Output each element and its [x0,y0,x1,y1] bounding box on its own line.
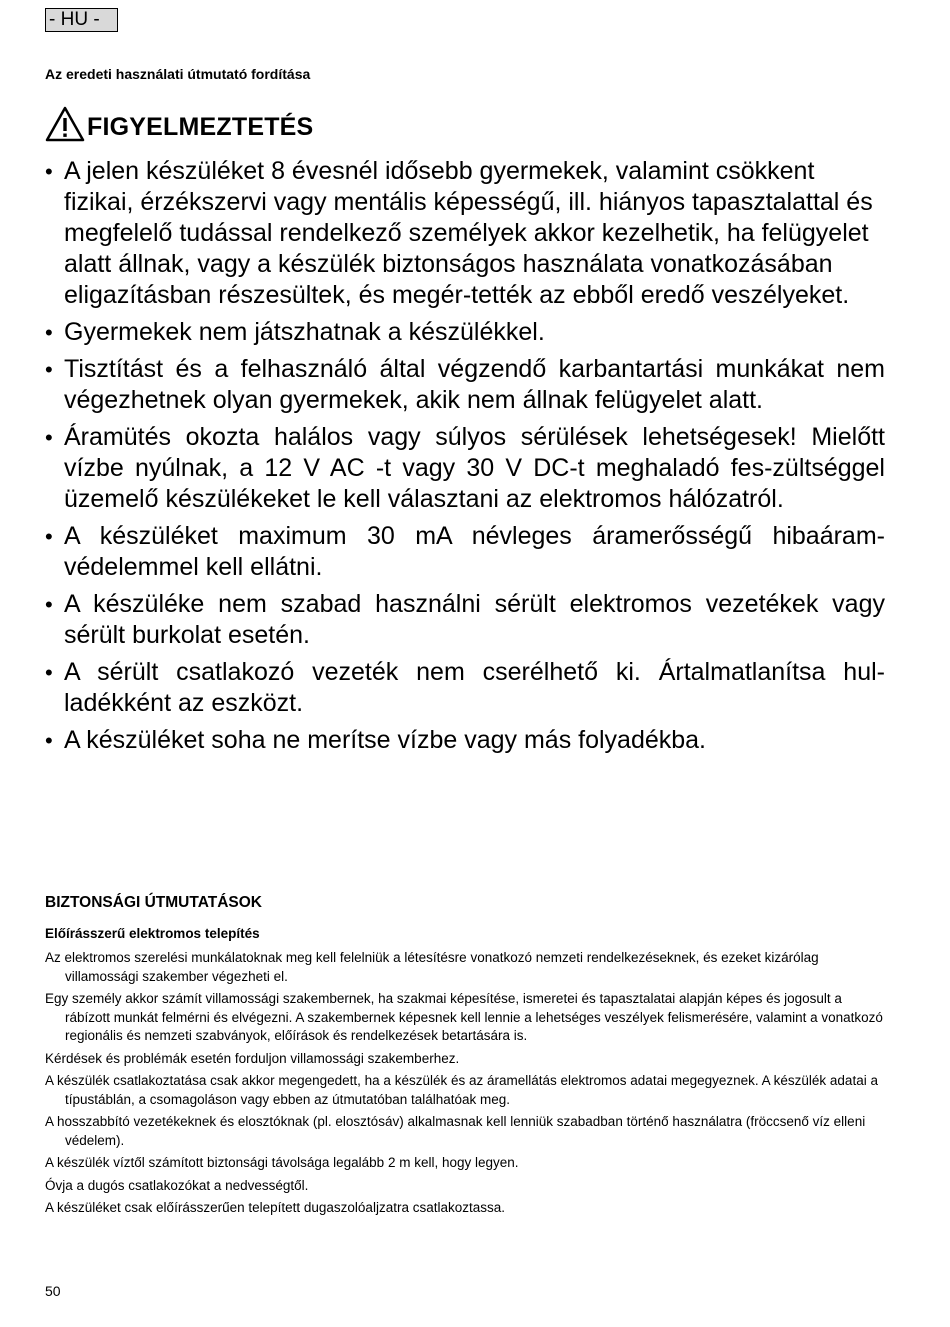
warning-item: • Áramütés okozta halálos vagy súlyos sérülések lehetségesek! Mielőtt vízbe nyúlnak, a 12 V AC -t vagy 30 V DC-t meghaladó fes-zültséggel üzemelő készülékeket le kell választani az elektromos hálózatról. [45,422,885,515]
warning-heading [45,106,313,142]
warning-item: • A jelen készüléket 8 évesnél idősebb gyermekek, valamint csökkent fizikai, érzékszervi vagy mentális képességű, ill. hiányos tapasztalattal és megfelelő tudással rendelkező személyek akkor kezelhetik, ha felügyelet alatt állnak, vagy a készülék biztonságos használata vonatkozásában eligazításban részesültek, és megér-tették az ebből eredő veszélyeket. [45,156,885,311]
warning-item: • A sérült csatlakozó vezeték nem cserélhető ki. Ártalmatlanítsa hul-ladékként az eszközt. [45,657,885,719]
warning-list [45,156,885,762]
safety-paragraphs [45,949,885,1222]
safety-heading: BIZTONSÁGI ÚTMUTATÁSOK [45,894,262,911]
safety-paragraph: A készülék csatlakoztatása csak akkor megengedett, ha a készülék és az áramellátás elektromos adatai megegyeznek. A készülék adatai a típustáblán, a csomagoláson vagy ebben az útmutatóban találhatóak meg. [45,1073,878,1107]
safety-paragraph: Az elektromos szerelési munkálatoknak meg kell felelniük a létesítésre vonatkozó nemzeti rendelkezéseknek, és ezeket kizárólag villamossági szakember végezheti el. [45,950,819,984]
safety-paragraph: A készüléket csak előírásszerűen telepített dugaszolóaljzatra csatlakoztassa. [45,1200,505,1215]
warning-item: • Tisztítást és a felhasználó által végzendő karbantartási munkákat nem végezhetnek olyan gyermekek, akik nem állnak felügyelet alatt. [45,354,885,416]
warning-item: • A készüléket soha ne merítse vízbe vagy más folyadékba. [45,725,885,756]
translation-note: Az eredeti használati útmutató fordítása [45,66,311,82]
safety-paragraph: A készülék víztől számított biztonsági távolsága legalább 2 m kell, hogy legyen. [45,1155,519,1170]
warning-item: • A készüléket maximum 30 mA névleges áramerősségű hibaáram-védelemmel kell ellátni. [45,521,885,583]
safety-paragraph: Kérdések és problémák esetén forduljon villamossági szakemberhez. [45,1050,460,1066]
page-number: 50 [45,1283,61,1299]
warning-title: FIGYELMEZTETÉS [87,113,314,141]
safety-paragraph: Egy személy akkor számít villamossági szakembernek, ha szakmai képesítése, ismeretei és tapasztalatai alapján képes és jogosult a rábízott munkát felmérni és elvégezni. A szakembernek képesnek kell lennie a lehetséges veszélyek felismerésére, valamint a vonatkozó regionális és nemzeti szabványok, előírások és rendelkezések betartására is. [45,991,883,1043]
safety-paragraph: Óvja a dugós csatlakozókat a nedvességtől. [45,1177,309,1193]
warning-triangle-icon [45,106,85,142]
warning-item: • A készüléke nem szabad használni sérült elektromos vezetékek vagy sérült burkolat esetén. [45,589,885,651]
safety-paragraph: A hosszabbító vezetékeknek és elosztóknak (pl. elosztósáv) alkalmasnak kell lenniük szabadban történő használatra (fröccsenő víz elleni védelem). [45,1114,866,1148]
safety-subheading: Előírásszerű elektromos telepítés [45,926,260,941]
language-tag: - HU - [45,8,118,32]
warning-item: • Gyermekek nem játszhatnak a készülékkel. [45,317,885,348]
